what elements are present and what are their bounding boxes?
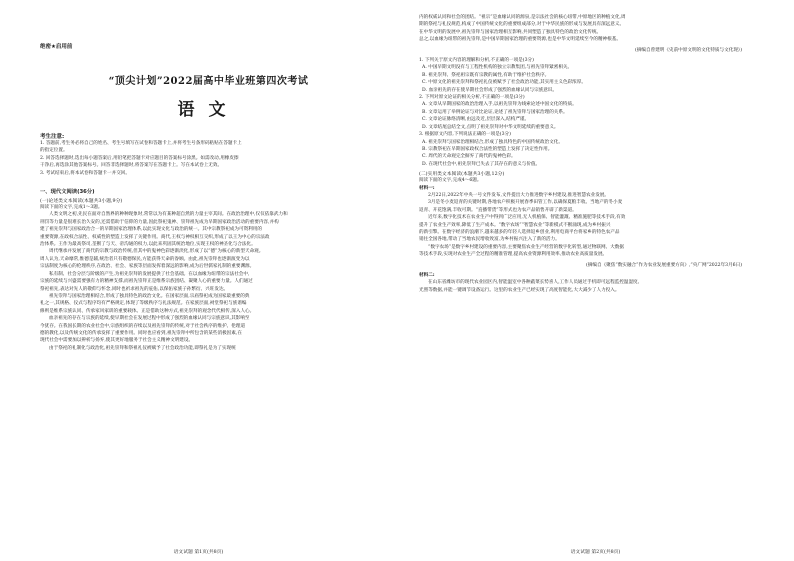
- material-source: (摘编自《聚焦“数实融合”作为农业发展重要方向》,“央广网”2022年3月6日): [585, 262, 742, 268]
- question-1-option: A. 中国早期文明没有与工程性机构的独立宗教集团,与祖先崇拜紧密相关。: [422, 65, 573, 71]
- material-line: “数字农场”是数字乡村建设的重要内容,主要聚焦农业生产经营的数字化转型,通过物联网、大数据: [428, 244, 624, 250]
- page-footer: 语文试题 第1页(共8页): [173, 550, 224, 555]
- notice-line: 干净后,再选涂其他答案标号。回答非选择题时,将答案写在答题卡上。写在本试卷上无效。: [40, 163, 223, 169]
- passage-continued: [419, 14, 760, 44]
- material-line: 等技术手段,实现对农业生产全过程的精准管理,提高农业资源利用效率,推动农业高质量发展。: [419, 252, 608, 258]
- passage: [40, 211, 377, 352]
- material-line: 2月22日,2022年中央一号文件发布,文件提出大力推进数字乡村建设,推进智慧农业发展。: [428, 192, 610, 198]
- question-2-option: C. 文章论证脉络清晰,由远及近,层层深入,结构严谨。: [422, 117, 530, 123]
- passage-line: 期的祭祀与礼仪规范,构成了中国传统文化的重要组成部分,对于中华民族的形成与发展具有深远意义。: [419, 22, 625, 28]
- passage-line: 血亲祖先的存在与宗族的延续,使早期社会在发展过程中形成了强烈的血缘认同与宗族意识,其影响至: [49, 316, 250, 322]
- material-2: [419, 279, 760, 294]
- question-1-option: D. 血亲祖先的存在使早期社会形成了强烈的血缘认同与宗族意识。: [422, 87, 558, 93]
- passage-line: 周代继承并发展了商代的宗教与政治传统,但其中的鬼神色彩逐渐淡化,形成了以“德”为核心的新型天命观。: [49, 249, 264, 255]
- passage-line: 宗族的延续与兴盛需要强有力的精神支撑,而祖先崇拜正是维系宗族团结、凝聚人心的重要力量。人们通过: [40, 279, 253, 285]
- question-2: 2. 下列对原文论证的相关分析,不正确的一项是(3分): [419, 95, 525, 101]
- passage-line: 礼之一,其规格、仪式与程序均有严格规定,体现了等级秩序与礼法规范。在家族层面,祠堂祭祀与族谱编: [40, 301, 247, 307]
- material-line: 返青、开花饱满,丰收可期。“直播带货”等形式也为农产品销售开辟了新渠道。: [419, 207, 577, 213]
- passage-source: (摘编自曾建明《史前中原文明的文化特质与文化现》): [635, 47, 742, 53]
- material-line: 在山东省潍坊市的现代农业园区内,智能温室中各种蔬菜长势喜人,工作人员通过手机即可远程监控温湿度、: [428, 280, 643, 286]
- confidential-label: 绝密★启用前: [40, 44, 73, 50]
- passage-line: 人类文明之初,先民在面对自然界的种种现象时,常常以为有某种超自然的力量主宰其间。在政治治理中,仅仅依靠武力和: [49, 212, 288, 218]
- passage-line: 今犹存。在我国长期的农业社会中,宗族组织的存续以及祖先崇拜的传统,对于社会秩序的维护、伦理道: [40, 323, 246, 329]
- subsection-heading: (一)论述类文本阅读(本题共3小题,9分): [40, 199, 123, 205]
- passage-line: 建了祖先崇拜与国家政治合一的早期国家治理体系,以此实现文化与政治的统一。其中宗教祭祀成为可资利用的: [40, 227, 262, 233]
- notice-line: 2. 回答选择题时,选出每小题答案后,用铅笔把答题卡对应题目的答案标号涂黑。如需改动,用橡皮擦: [40, 155, 239, 161]
- reading-instruction-2: 阅读下面的文字,完成4～6题。: [419, 178, 482, 184]
- passage-line: 总之,以血缘为纽带的祖先崇拜,是中国早期国家治理的重要资源,也是中华文明延续至今的精神根基。: [419, 37, 621, 43]
- notice-line: 1. 答题前,考生务必将自己的姓名、考生号填写在试卷和答题卡上,并将考生号条形码粘贴在答题卡上: [40, 141, 242, 146]
- passage-line: 祭祀祖先,表达对先人的敬仰与怀念,同时也祈求祖先的庇佑,以保佑家族子孙繁衍、兴旺发达。: [40, 286, 229, 292]
- material-line: 光照等数据,并能一键调节设备运行。这里的农业生产已经实现了高度智能化,大大减少了人力投入。: [419, 287, 620, 293]
- passage-line: 刑罚等力量是很难长治久安的,还需借助于信仰的力量,因此祭祀鬼神、崇拜祖先成为早期国家政治活动的重要内容,并构: [40, 219, 279, 225]
- passage-line: 德的教化,以及传统文化的传承发挥了重要作用。同时也应看到,祖先崇拜中所包含的某些消极因素,在: [40, 330, 242, 336]
- page-footer: 语文试题 第2页(共8页): [570, 550, 621, 555]
- material-line: 近年来,数字化技术在农业生产中得到广泛应用,无人机植保、智能灌溉、精准施肥等技术手段,有效: [428, 215, 626, 221]
- subsection-heading-2: (二)实用类文本阅读(本题共3小题,12分): [419, 172, 505, 178]
- passage-line: 宗法制度为核心的伦理秩序,在政治、社会、家族等层面发挥着深远的影响,成为后世儒家礼制的重要渊源。: [40, 264, 255, 270]
- question-3-option: C. 周代的天命观完全摒弃了商代的鬼神色彩。: [422, 154, 516, 160]
- exam-title: “顶尖计划”2022届高中毕业班第四次考试: [108, 76, 309, 87]
- material-line: 提升了农业生产效率,降低了生产成本。“数字农场”“智慧农业”等新模式不断涌现,成为乡村振兴: [419, 222, 611, 228]
- section-heading: 一、现代文阅读(36分): [40, 189, 95, 196]
- reading-instruction: 阅读下面的文字,完成1～3题。: [40, 205, 103, 211]
- material-line: 销往全国各地,带动了当地农民增收致富,为乡村振兴注入了新的活力。: [419, 237, 560, 243]
- question-2-option: D. 文章结尾总结全文,点明了祖先崇拜对中华文明延续的重要意义。: [422, 124, 559, 130]
- notice-heading: 考生注意:: [40, 134, 65, 140]
- passage-line: 修则是维系宗族认同、传承家风家训的重要载体。正是借助这种方式,祖先崇拜的观念代代相传,深入人心。: [40, 308, 255, 314]
- material-line: 3月是冬小麦返青的关键时期,各地农户积极开展春季田管工作,以确保夏粮丰收。当地产的冬小麦: [428, 200, 623, 206]
- passage-line: 内的权威认同和社会的团结。“祖宗”是血缘认同的源泉,是宗法社会的核心纽带,中原地区的种植文化,周: [419, 15, 626, 20]
- passage-line: 周人认为,天命靡常,惟德是辅,统治者只有敬德保民,方能获得天命的眷顾。由此,祖先崇拜也逐渐演变为以: [40, 256, 250, 262]
- question-3-option: A. 祖先崇拜与国家治理相结合,形成了独具特色的中国传统政治文化。: [422, 139, 563, 145]
- question-3: 3. 根据原文内容,下列说法正确的一项是(3分): [419, 132, 511, 138]
- passage-line: 重要资源,在政权合法性、权威性的塑造上发挥了关键作用。商代,王权与神权相互交织,形成了以王为中心的宗法政: [40, 234, 270, 240]
- material-1-label: 材料一:: [419, 185, 435, 191]
- passage-line: 私有制、社会分层与阶级的产生,为祖先崇拜的发展提供了社会基础。在以血缘为纽带的宗法社会中,: [49, 271, 250, 277]
- passage-line: 现代社会中需要加以辨析与扬弃,使其更好地服务于社会主义精神文明建设。: [40, 338, 194, 344]
- question-3-option: D. 在现代社会中,祖先崇拜已失去了其存在的意义与价值。: [422, 161, 541, 167]
- notice-line: 3. 考试结束后,将本试卷和答题卡一并交回。: [40, 170, 130, 176]
- material-2-label: 材料二:: [419, 273, 435, 278]
- notice-list: [40, 140, 377, 177]
- question-2-option: A. 文章从早期国家的政治治理入手,以祖先崇拜为线索论述中国文化的特质。: [422, 102, 577, 108]
- question-3-option: B. 宗教祭祀在早期国家政权合法性的塑造上发挥了决定性作用。: [422, 146, 553, 152]
- passage-line: 祖先崇拜与国家治理相结合,形成了独具特色的政治文化。在国家层面,宗庙祭祀成为国家最重要的典: [49, 293, 250, 299]
- subject-title: 语文: [177, 100, 240, 120]
- page-2: [397, 0, 794, 561]
- question-1-option: B. 祖先崇拜、祭祀祖宗既有宗教的属性,有助于维护社会秩序。: [422, 72, 550, 78]
- question-2-option: B. 文章运用了举例论证与对比论证,论述了祖先崇拜与国家治理的关系。: [422, 109, 568, 115]
- question-1-option: C. 中原文化的祖先崇拜和祭祀礼仪被赋予了社会政治功能,其实用主义色彩浓厚。: [422, 80, 586, 86]
- passage-line: 治体系。王作为最高祭司,垄断了与天、帝沟通的权力,以此来巩固其统治地位,实现王权的神圣化与合法化。: [40, 242, 256, 248]
- material-line: 的新引擎。在数字经济的浪潮下,越来越多的年轻人选择返乡创业,利用电商平台将家乡的特色农产品: [419, 229, 620, 235]
- passage-line: 由于祭祀的礼制化与政治化,祖先崇拜和祭祖礼仪被赋予了社会政治功能,即祭礼是为了实现统: [49, 345, 236, 351]
- notice-line: 的指定位置。: [40, 148, 68, 154]
- passage-line: 在中华文明的发展中,祖先崇拜与国家治理相互影响,共同塑造了独具特色的政治文化传统。: [419, 29, 602, 35]
- question-1: 1. 下列关于原文内容的理解和分析,不正确的一项是(3分): [419, 58, 534, 64]
- material-1: [419, 192, 760, 269]
